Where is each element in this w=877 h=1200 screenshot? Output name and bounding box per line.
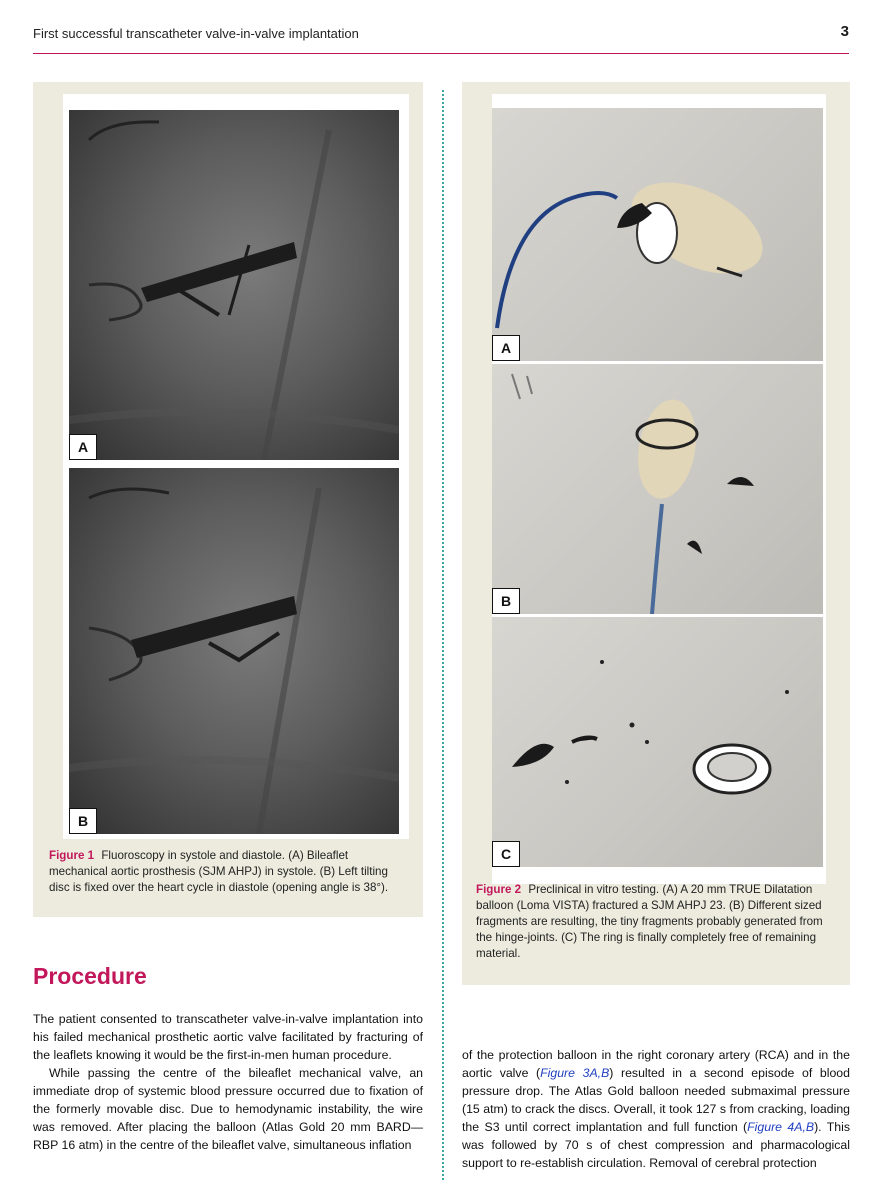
figure-2-panel-a-label: A [492,335,520,361]
paragraph: While passing the centre of the bileaflet mechanical valve, an immediate drop of systemic blood pressure occurred due to fixation of the formerly movable disc. Due to hemodynamic instability, the wire was removed. After placing the balloon (Atlas Gold 20 mm BARD—RBP 16 atm) in the centre of the bileaflet valve, simultaneous inflation [33,1066,423,1152]
figure-2 [462,82,850,985]
figure-2-panel-a [492,108,823,361]
paragraph: The patient consented to transcatheter valve-in-valve implantation into his failed mechanical prosthetic aortic valve facilitated by fracturing of the leaflets knowing it would be the first-in-men human procedure. [33,1012,423,1062]
section-heading-procedure: Procedure [33,963,147,989]
figure-1-panel-b-label: B [69,808,97,834]
figure-2-panel-c-label: C [492,841,520,867]
text-segment: of the protection balloon in the right coronary artery (RCA) and in the aortic valve ( [462,1048,850,1080]
right-column-text [462,1046,850,1172]
free-valve-ring-photo [492,617,823,867]
figure-4-reference-link[interactable]: Figure 4A,B [747,1120,815,1134]
column-divider [442,90,444,1180]
paragraph [462,1046,850,1172]
figure-2-frame [492,94,826,884]
fluoroscopy-systole-image [69,110,399,460]
figure-2-caption [476,882,836,962]
balloon-fractured-valve-photo [492,108,823,361]
figure-2-panel-b-label: B [492,588,520,614]
figure-2-panel-b [492,364,823,614]
figure-1 [33,82,423,917]
text-segment: ) resulted in a second episode of blood pressure drop. The Atlas Gold balloon needed submaximal pressure (15 atm) to crack the discs. Overall, it took 127 s from cracking, loading the S3 until correct implantation and full function ( [462,1066,850,1134]
figure-1-panel-b [69,468,399,834]
figure-1-caption-text: Fluoroscopy in systole and diastole. (A) Bileaflet mechanical aortic prosthesis (SJM AHPJ) in systole. (B) Left tilting disc is fixed over the heart cycle in diastole (opening angle is 38°). [49,849,389,894]
figure-2-caption-text: Preclinical in vitro testing. (A) A 20 mm TRUE Dilatation balloon (Loma VISTA) fractured a SJM AHPJ 23. (B) Different sized fragments are resulting, the tiny fragments probably generated from the hinge-joints. (C) The ring is finally completely free of remaining material. [476,883,823,960]
figure-1-frame [63,94,409,839]
figure-1-label: Figure 1 [49,849,95,862]
text-segment: ). This was followed by 70 s of chest compression and pharmacological support to re-establish circulation. Removal of cerebral protection [462,1120,850,1170]
header-rule [33,53,849,54]
figure-1-panel-a-label: A [69,434,97,460]
figure-2-panel-c [492,617,823,867]
page-number: 3 [840,23,849,40]
fluoroscopy-diastole-image [69,468,399,834]
figure-1-caption [49,848,409,896]
valve-fragments-photo [492,364,823,614]
running-title: First successful transcatheter valve-in-valve implantation [33,26,359,41]
figure-3-reference-link[interactable]: Figure 3A,B [540,1066,610,1080]
left-column-text [33,1010,423,1154]
figure-2-label: Figure 2 [476,883,522,896]
figure-1-panel-a [69,110,399,460]
